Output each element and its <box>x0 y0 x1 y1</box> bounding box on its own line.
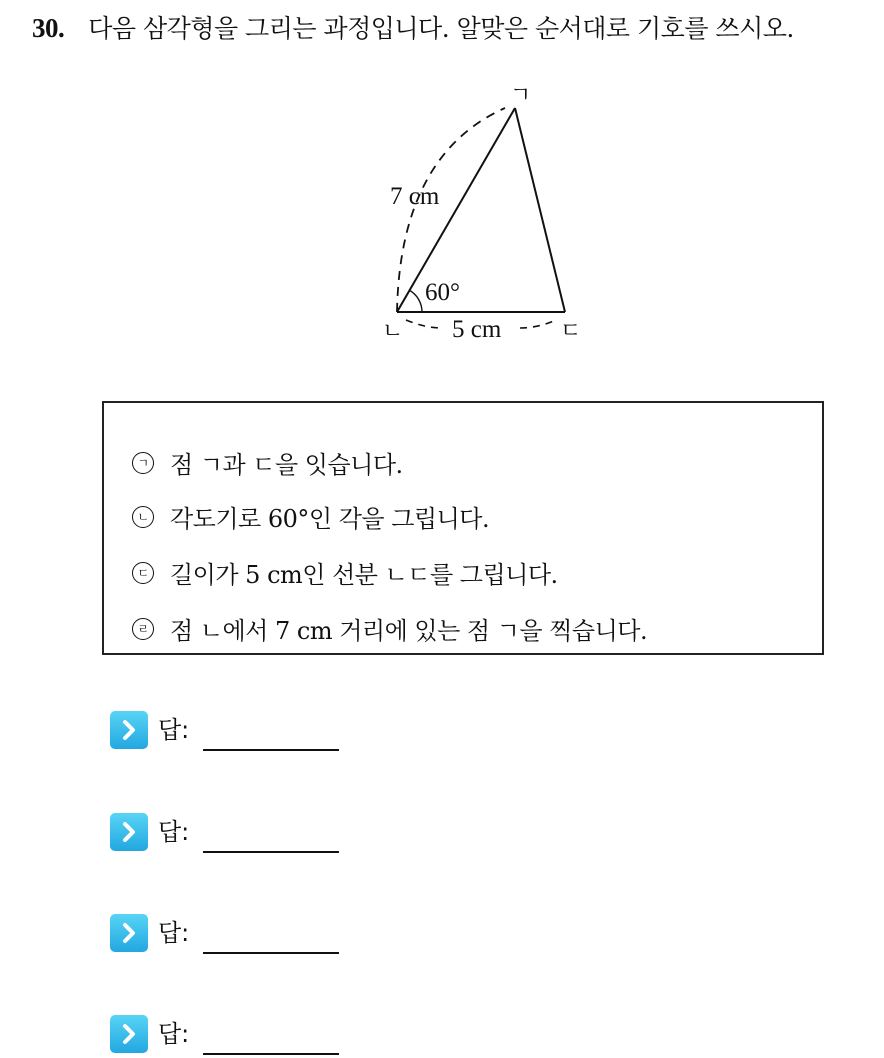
answer-label: 답: <box>158 818 190 846</box>
steps-box <box>102 401 824 655</box>
vertex-right-label: ㄷ <box>560 319 582 344</box>
answer-label: 답: <box>158 1020 190 1048</box>
step-text: 점 ㄴ에서 7 cm 거리에 있는 점 ㄱ을 찍습니다. <box>170 617 648 645</box>
vertex-top-label: ㄱ <box>510 83 532 108</box>
step-marker: ㄹ <box>132 618 154 640</box>
base-dash-right <box>520 320 556 328</box>
side-right <box>515 108 565 312</box>
answer-label: 답: <box>158 919 190 947</box>
triangle-figure <box>370 70 600 360</box>
angle-label: 60° <box>425 279 460 306</box>
step-text: 길이가 5 cm인 선분 ㄴㄷ를 그립니다. <box>170 561 558 589</box>
step-item <box>132 611 647 646</box>
answer-row <box>110 1015 339 1055</box>
answer-row <box>110 914 339 954</box>
angle-arc <box>409 290 422 312</box>
step-text: 점 ㄱ과 ㄷ을 잇습니다. <box>170 451 403 479</box>
step-marker: ㄷ <box>132 562 154 584</box>
chevron-right-icon <box>110 711 148 749</box>
question-number: 30. <box>32 13 65 43</box>
answer-blank[interactable] <box>203 1019 339 1055</box>
chevron-right-icon <box>110 1015 148 1053</box>
step-marker: ㄱ <box>132 452 154 474</box>
answer-blank[interactable] <box>203 715 339 751</box>
answer-row <box>110 813 339 853</box>
base-length-label: 5 cm <box>452 316 502 343</box>
answer-row <box>110 711 339 751</box>
step-item <box>132 499 489 534</box>
step-item <box>132 555 558 590</box>
question-text: 다음 삼각형을 그리는 과정입니다. 알맞은 순서대로 기호를 쓰시오. <box>88 14 794 43</box>
chevron-right-icon <box>110 813 148 851</box>
answer-label: 답: <box>158 716 190 744</box>
step-marker: ㄴ <box>132 506 154 528</box>
base-dash-left <box>406 320 442 328</box>
side-length-label: 7 cm <box>390 183 440 210</box>
step-item <box>132 445 403 480</box>
answer-blank[interactable] <box>203 918 339 954</box>
triangle-diagram <box>370 70 600 360</box>
answer-blank[interactable] <box>203 817 339 853</box>
vertex-left-label: ㄴ <box>382 319 404 344</box>
question-header <box>32 10 872 47</box>
step-text: 각도기로 60°인 각을 그립니다. <box>170 505 490 533</box>
chevron-right-icon <box>110 914 148 952</box>
